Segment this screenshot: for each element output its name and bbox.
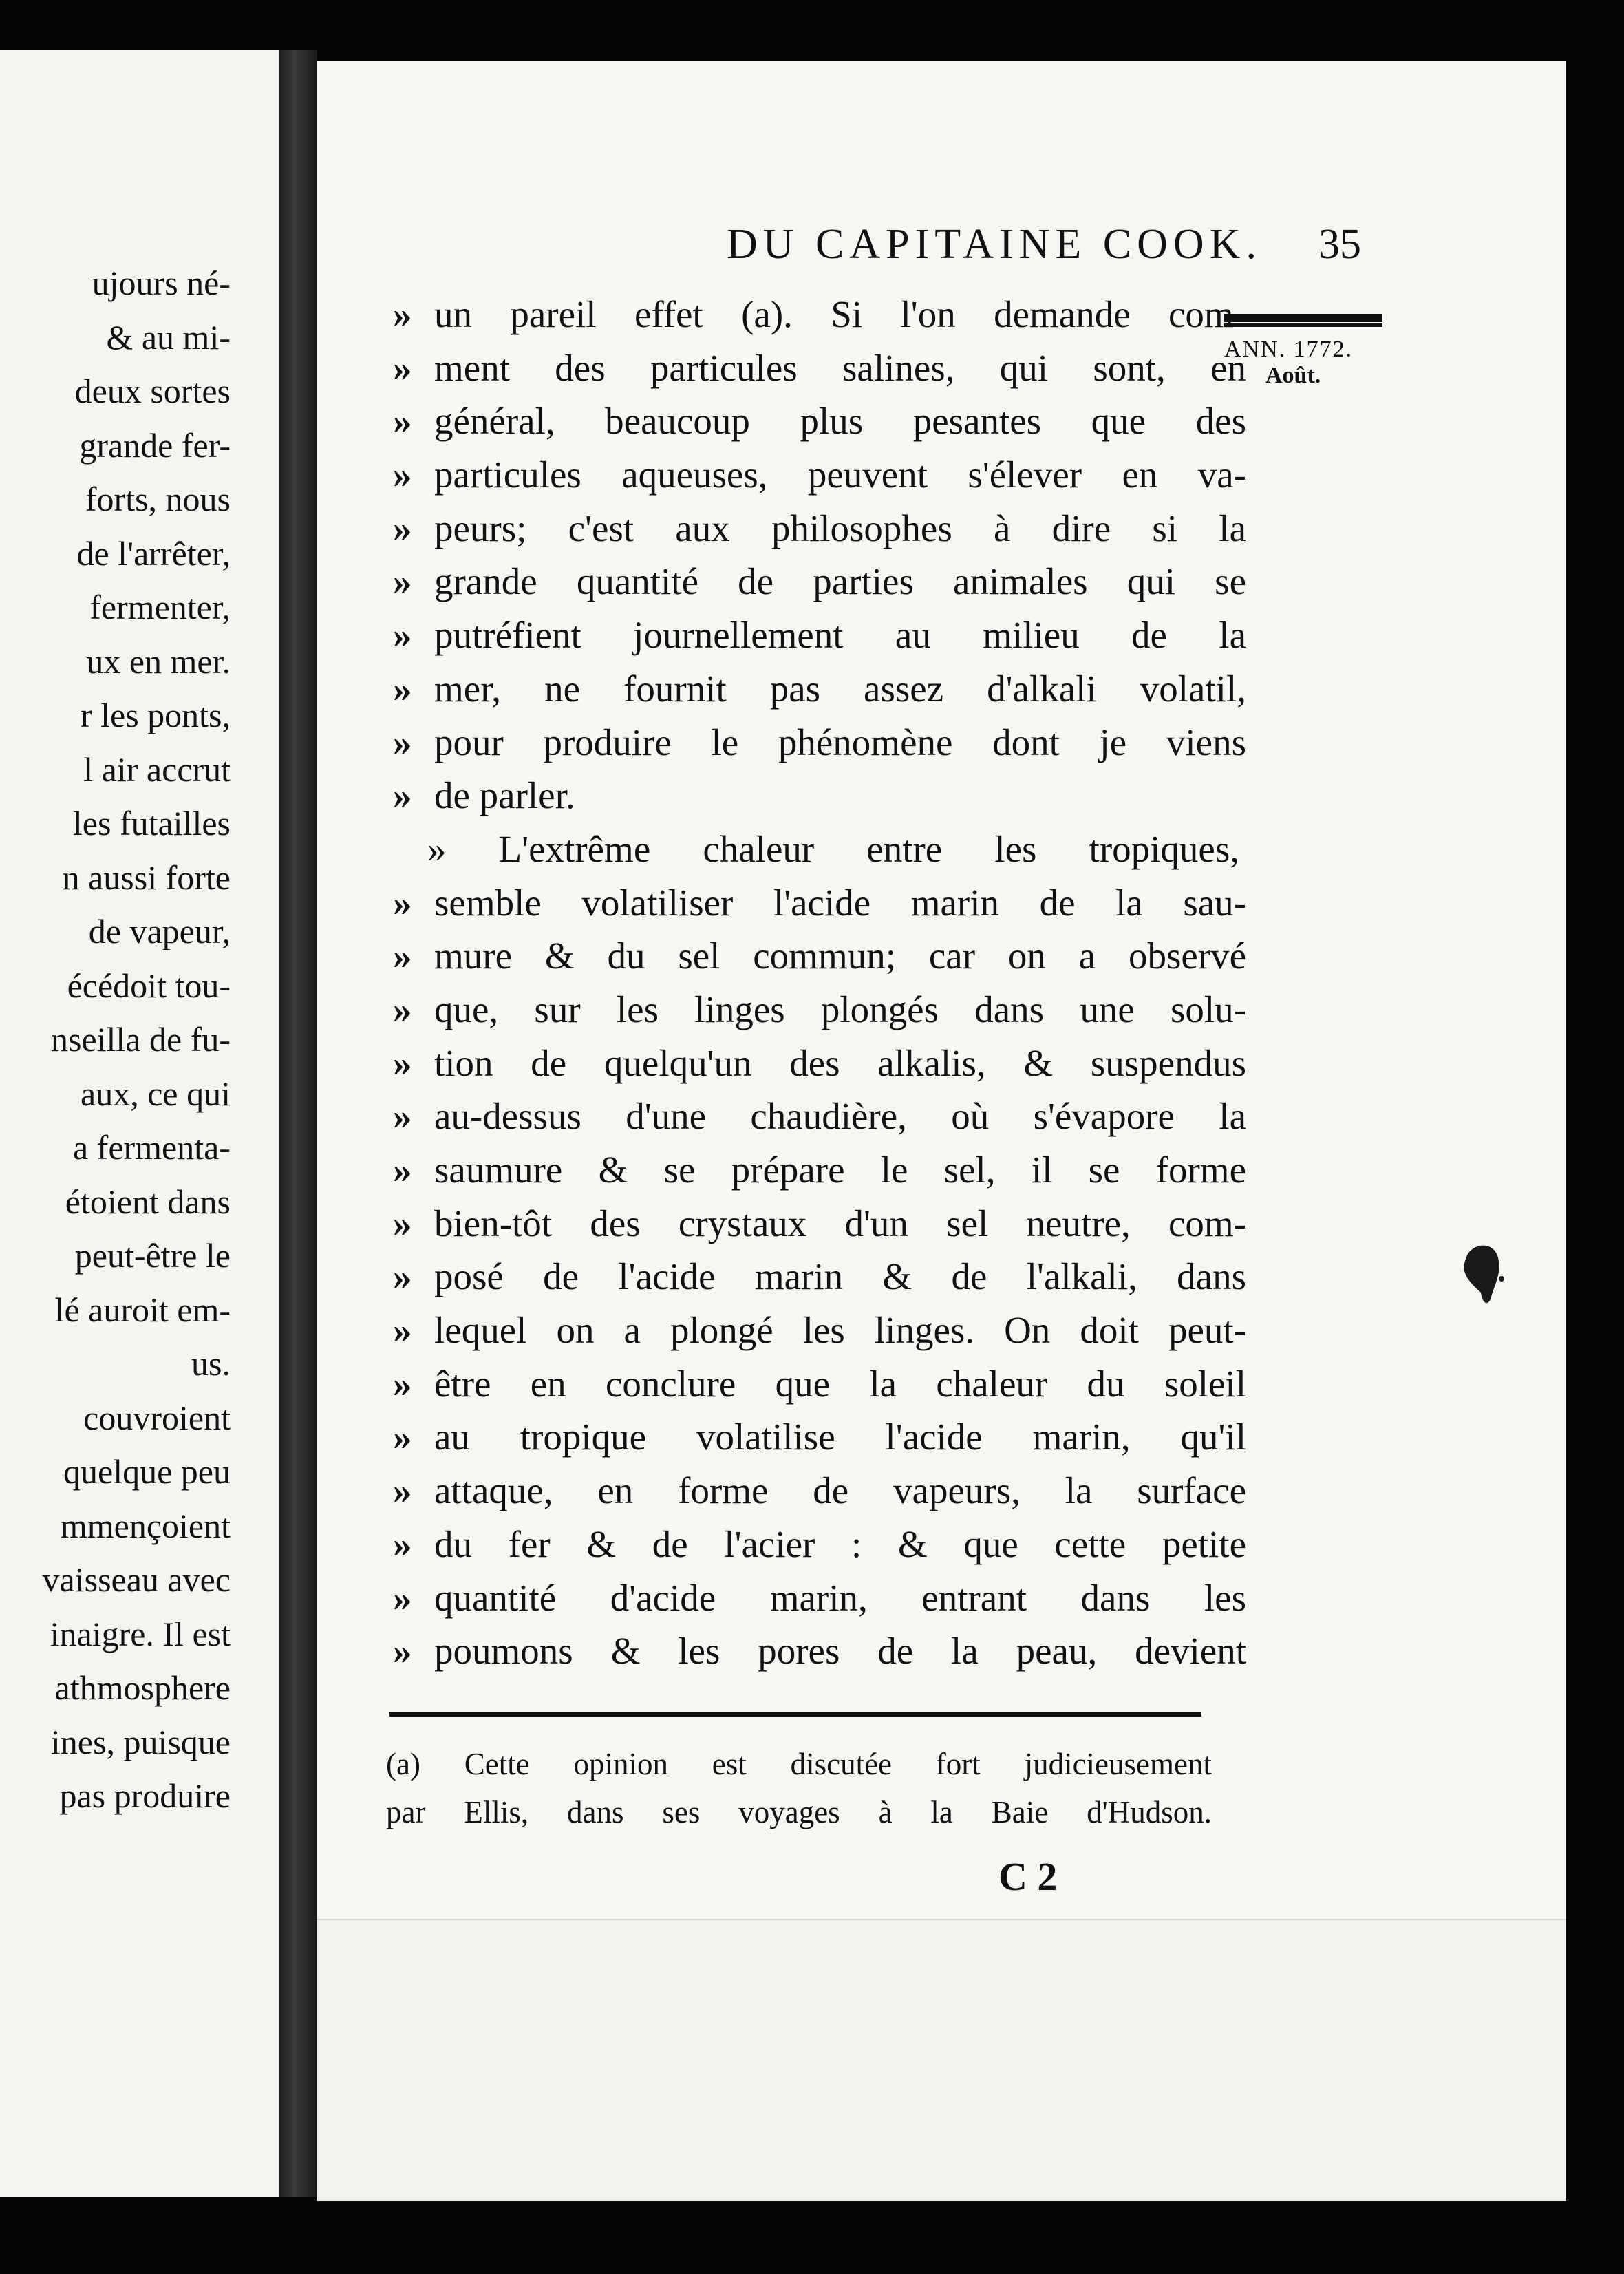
left-text-line: vaisseau avec	[42, 1560, 231, 1599]
left-text-line: étoient dans	[65, 1182, 231, 1221]
quote-mark: »	[393, 346, 412, 389]
left-text-line: nseilla de fu-	[50, 1020, 231, 1059]
quote-mark: »	[393, 560, 412, 603]
running-head: DU CAPITAINE COOK.	[727, 221, 1262, 268]
line-text: au-dessus d'une chaudière, où s'évapore la	[434, 1095, 1246, 1138]
left-text-line: écédoit tou-	[67, 966, 231, 1005]
quote-mark: »	[393, 1041, 412, 1084]
marginal-month: Août.	[1265, 363, 1321, 388]
footnote	[386, 1740, 1212, 1836]
left-page-text	[0, 256, 279, 1823]
left-page	[0, 50, 279, 2197]
quote-mark: »	[393, 881, 412, 924]
text-line	[393, 769, 1315, 822]
line-text: mure & du sel commun; car on a observé	[434, 935, 1246, 977]
left-text-line: l air accrut	[83, 750, 231, 789]
left-text-line: couvroient	[83, 1398, 231, 1437]
right-page	[317, 61, 1566, 2201]
text-line	[393, 1250, 1315, 1304]
text-line	[393, 983, 1315, 1037]
signature-mark: C 2	[998, 1854, 1058, 1899]
text-line	[393, 502, 1315, 555]
text-line	[393, 1624, 1315, 1678]
quote-mark: »	[393, 1522, 412, 1565]
text-line	[393, 1304, 1315, 1357]
text-line	[393, 929, 1315, 983]
line-text: quantité d'acide marin, entrant dans les	[434, 1576, 1246, 1619]
page-number: 35	[1318, 221, 1361, 268]
left-text-line: de vapeur,	[88, 912, 231, 950]
quote-mark: »	[393, 935, 412, 977]
left-text-line: ux en mer.	[86, 641, 231, 681]
text-line	[393, 876, 1315, 930]
page-header	[517, 220, 1563, 282]
left-text-line: inaigre. Il est	[50, 1614, 231, 1653]
quote-mark: »	[393, 1202, 412, 1244]
line-text: semble volatiliser l'acide marin de la sau-	[434, 881, 1246, 924]
line-text: saumure & se prépare le sel, il se forme	[434, 1149, 1246, 1191]
text-line	[393, 822, 1315, 876]
line-text: peurs; c'est aux philosophes à dire si la	[434, 507, 1246, 549]
text-line	[393, 341, 1315, 395]
quote-mark: »	[393, 454, 412, 496]
left-text-line: de l'arrêter,	[76, 533, 231, 573]
text-line	[393, 1197, 1315, 1251]
left-text-line: peut-être le	[74, 1236, 231, 1275]
line-text: lequel on a plongé les linges. On doit peut-	[434, 1309, 1246, 1352]
left-text-line: forts, nous	[85, 480, 231, 518]
left-text-line: n aussi forte	[62, 858, 231, 897]
quote-mark: »	[393, 1309, 412, 1352]
line-text: attaque, en forme de vapeurs, la surface	[434, 1469, 1246, 1512]
text-line	[393, 662, 1315, 716]
quote-mark: »	[393, 507, 412, 549]
text-line	[393, 1090, 1315, 1143]
line-text: putréfient journellement au milieu de la	[434, 614, 1246, 657]
left-text-line: ujours né-	[92, 264, 231, 302]
line-text: être en conclure que la chaleur du soleil	[434, 1362, 1246, 1405]
text-line	[393, 1410, 1315, 1464]
text-line	[393, 716, 1315, 769]
text-line	[393, 1518, 1315, 1571]
text-line	[393, 288, 1315, 341]
line-text: » L'extrême chaleur entre les tropiques,	[427, 827, 1239, 870]
text-line	[393, 1464, 1315, 1518]
text-line	[393, 1571, 1315, 1625]
book-gutter	[279, 50, 317, 2197]
page-bottom-area	[317, 1919, 1566, 2201]
line-text: bien-tôt des crystaux d'un sel neutre, com-	[434, 1202, 1246, 1244]
left-text-line: fermenter,	[89, 588, 231, 626]
quote-mark: »	[393, 1469, 412, 1512]
quote-mark: »	[393, 1095, 412, 1138]
left-text-line: aux, ce qui	[81, 1074, 231, 1113]
left-text-line: les futailles	[72, 804, 231, 842]
quote-mark: »	[393, 293, 412, 335]
quote-mark: »	[393, 400, 412, 443]
left-text-line: deux sortes	[74, 372, 231, 410]
line-text: ment des particules salines, qui sont, en	[434, 346, 1246, 389]
line-text: tion de quelqu'un des alkalis, & suspendus	[434, 1041, 1246, 1084]
footnote-line: par Ellis, dans ses voyages à la Baie d'Hudson.	[386, 1795, 1212, 1829]
text-line	[393, 555, 1315, 608]
left-text-line: us.	[191, 1344, 231, 1383]
line-text: de parler.	[434, 774, 575, 817]
line-text: mer, ne fournit pas assez d'alkali volatil,	[434, 667, 1246, 710]
quote-mark: »	[393, 614, 412, 657]
left-text-line: mmençoient	[60, 1506, 231, 1545]
left-text-line: & au mi-	[106, 317, 231, 357]
footnote-rule	[389, 1712, 1201, 1717]
line-text: posé de l'acide marin & de l'alkali, dans	[434, 1255, 1246, 1298]
line-text: poumons & les pores de la peau, devient	[434, 1630, 1246, 1672]
quote-mark: »	[393, 1149, 412, 1191]
line-text: que, sur les linges plongés dans une solu-	[434, 988, 1246, 1030]
line-text: général, beaucoup plus pesantes que des	[434, 400, 1246, 443]
text-line	[393, 394, 1315, 448]
text-line	[393, 448, 1315, 502]
text-line	[393, 1143, 1315, 1197]
left-text-line: ines, puisque	[50, 1722, 231, 1761]
footnote-line: (a) Cette opinion est discutée fort judicieusement	[386, 1747, 1212, 1781]
quote-mark: »	[393, 1416, 412, 1458]
line-text: particules aqueuses, peuvent s'élever en va-	[434, 454, 1246, 496]
line-text: pour produire le phénomène dont je viens	[434, 721, 1246, 763]
text-line	[393, 1037, 1315, 1090]
text-line	[393, 1357, 1315, 1411]
left-text-line: quelque peu	[63, 1452, 231, 1491]
text-line	[393, 608, 1315, 662]
body-text	[393, 288, 1315, 1678]
quote-mark: »	[393, 1255, 412, 1298]
line-text: grande quantité de parties animales qui se	[434, 560, 1246, 603]
marginal-year: ANN. 1772.	[1224, 337, 1354, 362]
quote-mark: »	[393, 988, 412, 1030]
line-text: un pareil effet (a). Si l'on demande com-	[434, 293, 1246, 335]
left-text-line: lé auroit em-	[54, 1290, 231, 1329]
left-text-line: grande fer-	[79, 425, 231, 465]
left-text-line: pas produire	[59, 1776, 231, 1815]
quote-mark: »	[393, 1630, 412, 1672]
quote-mark: »	[393, 667, 412, 710]
left-text-line: r les ponts,	[80, 696, 231, 734]
quote-mark: »	[393, 721, 412, 763]
quote-mark: »	[393, 774, 412, 817]
left-text-line: athmosphere	[54, 1668, 231, 1707]
line-text: au tropique volatilise l'acide marin, qu'il	[434, 1416, 1246, 1458]
quote-mark: »	[393, 1576, 412, 1619]
line-text: du fer & de l'acier : & que cette petite	[434, 1522, 1246, 1565]
quote-mark: »	[393, 1362, 412, 1405]
ink-blot-icon	[1456, 1237, 1511, 1313]
left-text-line: a fermenta-	[72, 1128, 231, 1167]
